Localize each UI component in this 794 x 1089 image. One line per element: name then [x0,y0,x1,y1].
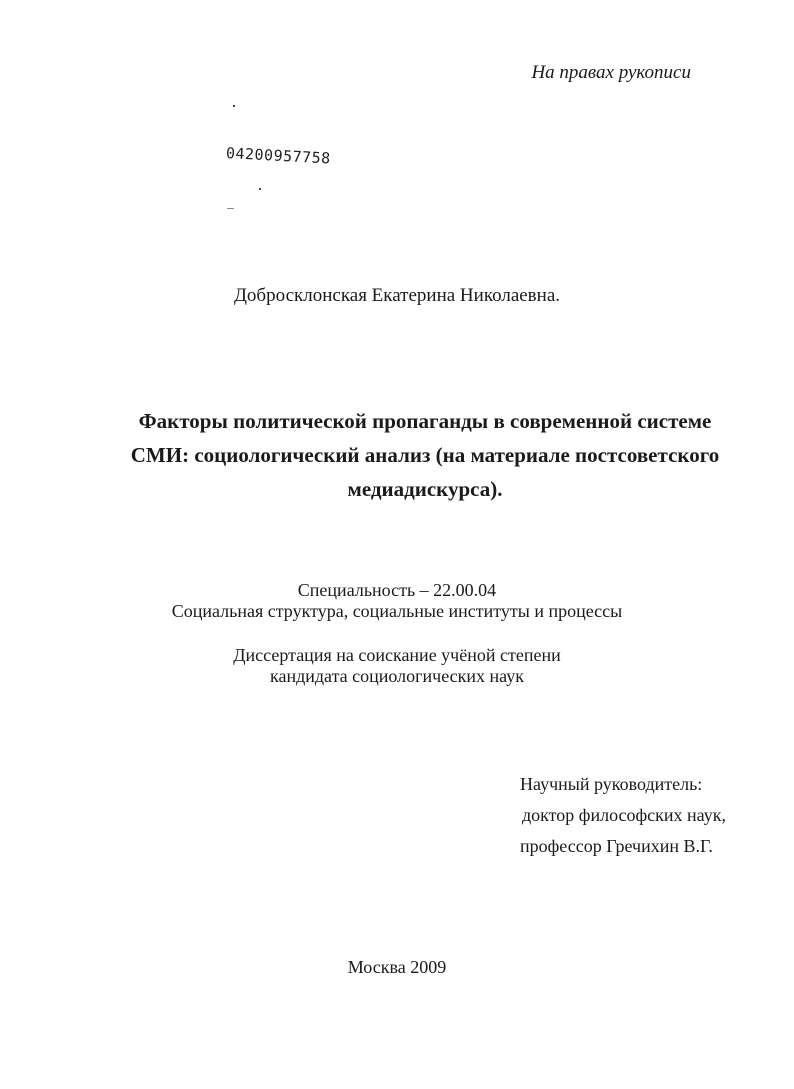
author-name: Добросклонская Екатерина Николаевна. [233,285,561,306]
advisor-block [520,769,726,862]
title-line-2: СМИ: социологический анализ (на материале постсоветского [130,443,720,467]
scan-speck [259,188,261,190]
scan-mark [227,208,234,209]
dissertation-title [110,404,740,506]
specialty-name: Социальная структура, социальные институты и процессы [171,601,623,621]
city-year: Москва 2009 [347,957,447,977]
specialty-block [0,580,794,622]
rights-note: На правах рукописи [531,62,691,83]
title-line-1: Факторы политической пропаганды в современной системе [138,409,712,433]
degree-block [0,645,794,687]
degree-line-1: Диссертация на соискание учёной степени [233,645,561,665]
title-line-3: медиадискурса). [347,477,503,501]
scan-speck [233,105,235,107]
degree-line-2: кандидата социологических наук [270,666,524,686]
advisor-degree: доктор философских наук, [522,805,726,825]
archive-stamp-number: 04200957758 [225,144,332,168]
specialty-code: Специальность – 22.00.04 [297,580,497,600]
advisor-name: профессор Гречихин В.Г. [520,836,713,856]
advisor-label: Научный руководитель: [520,774,703,794]
